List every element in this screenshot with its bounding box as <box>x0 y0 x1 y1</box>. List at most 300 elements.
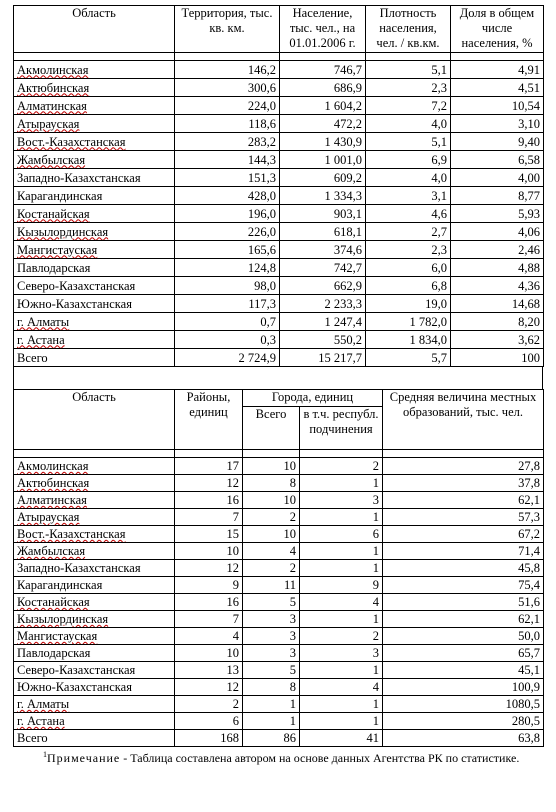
value-cell <box>243 662 300 679</box>
value-cell <box>366 133 451 151</box>
value-cell <box>300 611 383 628</box>
cell-value: 8 <box>289 680 296 694</box>
cell-value: 71,4 <box>518 544 540 558</box>
value-cell <box>366 151 451 169</box>
value-cell <box>175 331 280 349</box>
col-header-cities-republican: в т.ч. республ. подчинения <box>300 407 383 450</box>
cell-value: 4,00 <box>518 170 540 185</box>
cell-value: 280,5 <box>511 714 540 728</box>
value-cell <box>175 662 243 679</box>
cell-value: 1 334,3 <box>324 188 362 203</box>
cell-value: 6 <box>372 527 379 541</box>
value-cell <box>175 730 243 747</box>
cell-value: 7 <box>232 510 239 524</box>
cell-value: 12 <box>226 476 239 490</box>
region-cell <box>14 577 175 594</box>
region-name: Алматинская <box>17 493 87 507</box>
value-cell <box>175 313 280 331</box>
region-cell <box>14 61 175 79</box>
cell-value: 67,2 <box>518 527 540 541</box>
value-cell <box>175 115 280 133</box>
region-cell <box>14 713 175 730</box>
cell-value: 4 <box>232 629 239 643</box>
cell-value: 4,88 <box>518 260 540 275</box>
region-cell <box>14 223 175 241</box>
cell-value: 8 <box>289 476 296 490</box>
value-cell <box>300 594 383 611</box>
value-cell <box>366 313 451 331</box>
table-row <box>14 577 544 594</box>
region-cell <box>14 349 175 367</box>
value-cell <box>175 349 280 367</box>
col-header-districts: Районы, единиц <box>175 390 243 450</box>
region-name: г. Астана <box>17 332 65 347</box>
region-name: Жамбылская <box>17 152 86 167</box>
table-header-spacer-row <box>14 450 544 458</box>
cell-value: 300,6 <box>247 80 276 95</box>
cell-value: 1 <box>372 663 379 677</box>
region-cell <box>14 97 175 115</box>
cell-value: 11 <box>283 578 296 592</box>
value-cell <box>451 115 544 133</box>
cell-value: 1 <box>372 697 379 711</box>
cell-value: 50,0 <box>518 629 540 643</box>
value-cell <box>175 205 280 223</box>
value-cell <box>366 97 451 115</box>
cell-value: 3 <box>289 612 296 626</box>
region-cell <box>14 277 175 295</box>
cell-value: 7,2 <box>431 98 447 113</box>
value-cell <box>300 577 383 594</box>
region-name: г. Астана <box>17 714 65 728</box>
region-cell <box>14 509 175 526</box>
value-cell <box>383 713 544 730</box>
table-row <box>14 241 544 259</box>
value-cell <box>243 611 300 628</box>
region-name: Южно-Казахстанская <box>17 680 132 694</box>
value-cell <box>366 187 451 205</box>
cell-value: 6,0 <box>431 260 447 275</box>
table-row <box>14 223 544 241</box>
table-row <box>14 79 544 97</box>
value-cell <box>383 577 544 594</box>
cell-value: 9 <box>372 578 379 592</box>
cell-value: 5,1 <box>431 62 447 77</box>
value-cell <box>175 475 243 492</box>
region-cell <box>14 169 175 187</box>
cell-value: 168 <box>220 731 239 745</box>
cell-value: 2,3 <box>431 242 447 257</box>
cell-value: 5,7 <box>431 350 447 365</box>
region-name: Вост.-Казахстанская <box>17 134 126 149</box>
value-cell <box>175 543 243 560</box>
cell-value: 6,58 <box>518 152 540 167</box>
cell-value: 4 <box>372 595 379 609</box>
cell-value: 686,9 <box>333 80 362 95</box>
value-cell <box>243 713 300 730</box>
region-name: Всего <box>17 731 48 745</box>
region-name: Всего <box>17 350 48 365</box>
value-cell <box>451 79 544 97</box>
cell-value: 41 <box>366 731 379 745</box>
col-header-territory: Территория, тыс. кв. км. <box>175 6 280 53</box>
region-cell <box>14 492 175 509</box>
value-cell <box>383 543 544 560</box>
cell-value: 1 <box>372 561 379 575</box>
cell-value: 3,62 <box>518 332 540 347</box>
cell-value: 4,36 <box>518 278 540 293</box>
region-name: Атырауская <box>17 510 80 524</box>
cell-value: 374,6 <box>333 242 362 257</box>
cell-value: 1 <box>372 510 379 524</box>
cell-value: 1 001,0 <box>324 152 362 167</box>
cell-value: 226,0 <box>247 224 276 239</box>
cell-value: 124,8 <box>247 260 276 275</box>
value-cell <box>175 169 280 187</box>
cell-value: 5,1 <box>431 134 447 149</box>
value-cell <box>243 543 300 560</box>
value-cell <box>300 543 383 560</box>
cell-value: 37,8 <box>518 476 540 490</box>
population-table-body <box>14 61 544 367</box>
cell-value: 62,1 <box>518 612 540 626</box>
cell-value: 618,1 <box>333 224 362 239</box>
cell-value: 6,8 <box>431 278 447 293</box>
value-cell <box>175 611 243 628</box>
region-cell <box>14 543 175 560</box>
cell-value: 118,6 <box>248 116 276 131</box>
cell-value: 10 <box>226 544 239 558</box>
cell-value: 144,3 <box>247 152 276 167</box>
value-cell <box>280 205 366 223</box>
cell-value: 903,1 <box>333 206 362 221</box>
value-cell <box>280 331 366 349</box>
col-header-cities: Города, единиц <box>243 390 383 407</box>
cell-value: 3,1 <box>431 188 447 203</box>
table-row <box>14 543 544 560</box>
cell-value: 4,91 <box>518 62 540 77</box>
cell-value: 2 <box>372 459 379 473</box>
region-name: Костанайская <box>17 595 90 609</box>
value-cell <box>243 509 300 526</box>
cell-value: 0,3 <box>260 332 276 347</box>
value-cell <box>175 492 243 509</box>
region-name: Павлодарская <box>17 260 91 275</box>
table-row <box>14 509 544 526</box>
region-cell <box>14 730 175 747</box>
region-name: Павлодарская <box>17 646 91 660</box>
cell-value: 10,54 <box>511 98 540 113</box>
value-cell <box>383 594 544 611</box>
cell-value: 2 <box>232 697 239 711</box>
cell-value: 14,68 <box>511 296 540 311</box>
region-cell <box>14 679 175 696</box>
value-cell <box>383 662 544 679</box>
table-row <box>14 679 544 696</box>
region-name: Северо-Казахстанская <box>17 663 136 677</box>
table-row <box>14 730 544 747</box>
value-cell <box>366 61 451 79</box>
cell-value: 283,2 <box>247 134 276 149</box>
cell-value: 0,7 <box>260 314 276 329</box>
region-cell <box>14 458 175 475</box>
cell-value: 27,8 <box>518 459 540 473</box>
cell-value: 4 <box>289 544 296 558</box>
value-cell <box>451 241 544 259</box>
region-cell <box>14 628 175 645</box>
value-cell <box>383 458 544 475</box>
value-cell <box>451 133 544 151</box>
table-row <box>14 133 544 151</box>
cell-value: 2 <box>289 510 296 524</box>
footnote <box>13 747 543 766</box>
value-cell <box>366 349 451 367</box>
cell-value: 2 <box>289 561 296 575</box>
col-header-average: Средняя величина местных образований, тыс. чел. <box>383 390 544 450</box>
cell-value: 9,40 <box>518 134 540 149</box>
table-header-row <box>14 6 544 53</box>
cell-value: 146,2 <box>247 62 276 77</box>
cell-value: 12 <box>226 680 239 694</box>
cell-value: 5,93 <box>518 206 540 221</box>
table-header-row <box>14 390 544 407</box>
value-cell <box>280 151 366 169</box>
region-cell <box>14 696 175 713</box>
cell-value: 100,9 <box>511 680 540 694</box>
cell-value: 4,0 <box>431 116 447 131</box>
settlements-table <box>13 389 544 747</box>
region-name: Актюбинская <box>17 80 90 95</box>
table-row <box>14 295 544 313</box>
region-name: Северо-Казахстанская <box>17 278 136 293</box>
region-name: Карагандинская <box>17 578 103 592</box>
region-name: Акмолинская <box>17 62 89 77</box>
cell-value: 1 247,4 <box>324 314 362 329</box>
value-cell <box>300 475 383 492</box>
value-cell <box>451 205 544 223</box>
cell-value: 662,9 <box>333 278 362 293</box>
value-cell <box>451 97 544 115</box>
value-cell <box>175 645 243 662</box>
cell-value: 45,1 <box>518 663 540 677</box>
value-cell <box>175 713 243 730</box>
value-cell <box>451 61 544 79</box>
cell-value: 75,4 <box>518 578 540 592</box>
region-name: г. Алматы <box>17 314 70 329</box>
table-row <box>14 492 544 509</box>
region-name: Кызылординская <box>17 224 109 239</box>
region-name: Алматинская <box>17 98 87 113</box>
region-cell <box>14 151 175 169</box>
value-cell <box>383 730 544 747</box>
table-row <box>14 458 544 475</box>
region-cell <box>14 187 175 205</box>
region-cell <box>14 241 175 259</box>
value-cell <box>451 259 544 277</box>
cell-value: 746,7 <box>333 62 362 77</box>
table-row <box>14 277 544 295</box>
cell-value: 3 <box>372 646 379 660</box>
region-name: Жамбылская <box>17 544 86 558</box>
cell-value: 6,9 <box>431 152 447 167</box>
value-cell <box>451 277 544 295</box>
value-cell <box>280 313 366 331</box>
cell-value: 3 <box>289 646 296 660</box>
region-name: Акмолинская <box>17 459 89 473</box>
cell-value: 6 <box>232 714 239 728</box>
cell-value: 1 <box>372 714 379 728</box>
cell-value: 2 233,3 <box>324 296 362 311</box>
value-cell <box>175 151 280 169</box>
value-cell <box>383 628 544 645</box>
cell-value: 10 <box>283 527 296 541</box>
table-gap <box>13 367 543 389</box>
cell-value: 1 834,0 <box>409 332 447 347</box>
cell-value: 10 <box>283 493 296 507</box>
cell-value: 15 <box>226 527 239 541</box>
table-row <box>14 259 544 277</box>
cell-value: 17 <box>226 459 239 473</box>
value-cell <box>366 169 451 187</box>
value-cell <box>280 97 366 115</box>
value-cell <box>451 349 544 367</box>
cell-value: 7 <box>232 612 239 626</box>
cell-value: 1 <box>289 697 296 711</box>
cell-value: 428,0 <box>247 188 276 203</box>
cell-value: 3 <box>372 493 379 507</box>
region-cell <box>14 560 175 577</box>
region-cell <box>14 331 175 349</box>
value-cell <box>383 492 544 509</box>
cell-value: 550,2 <box>333 332 362 347</box>
value-cell <box>243 492 300 509</box>
region-cell <box>14 79 175 97</box>
value-cell <box>280 79 366 97</box>
value-cell <box>175 594 243 611</box>
value-cell <box>300 492 383 509</box>
cell-value: 472,2 <box>333 116 362 131</box>
table-row <box>14 97 544 115</box>
population-table <box>13 5 544 367</box>
cell-value: 1 <box>372 544 379 558</box>
value-cell <box>243 696 300 713</box>
value-cell <box>175 509 243 526</box>
cell-value: 62,1 <box>518 493 540 507</box>
col-header-population: Население, тыс. чел., на 01.01.2006 г. <box>280 6 366 53</box>
value-cell <box>300 679 383 696</box>
col-header-cities-total: Всего <box>243 407 300 450</box>
value-cell <box>383 696 544 713</box>
cell-value: 10 <box>226 646 239 660</box>
table-row <box>14 645 544 662</box>
value-cell <box>175 133 280 151</box>
cell-value: 3 <box>289 629 296 643</box>
value-cell <box>175 526 243 543</box>
value-cell <box>451 151 544 169</box>
region-name: Южно-Казахстанская <box>17 296 132 311</box>
value-cell <box>175 277 280 295</box>
table-header-spacer-row <box>14 53 544 61</box>
value-cell <box>366 115 451 133</box>
cell-value: 12 <box>226 561 239 575</box>
cell-value: 5 <box>289 663 296 677</box>
table-row <box>14 61 544 79</box>
region-name: Западно-Казахстанская <box>17 561 141 575</box>
cell-value: 13 <box>226 663 239 677</box>
value-cell <box>300 713 383 730</box>
table-row <box>14 696 544 713</box>
value-cell <box>451 223 544 241</box>
region-name: Костанайская <box>17 206 90 221</box>
table-row <box>14 331 544 349</box>
value-cell <box>175 696 243 713</box>
col-header-region: Область <box>14 390 175 450</box>
value-cell <box>366 205 451 223</box>
table-row <box>14 560 544 577</box>
value-cell <box>175 577 243 594</box>
col-header-share: Доля в общем числе населения, % <box>451 6 544 53</box>
cell-value: 165,6 <box>247 242 276 257</box>
table-row <box>14 611 544 628</box>
value-cell <box>175 458 243 475</box>
table-row <box>14 475 544 492</box>
value-cell <box>243 458 300 475</box>
value-cell <box>300 662 383 679</box>
footnote-mark: 1 <box>43 750 47 759</box>
cell-value: 98,0 <box>254 278 276 293</box>
value-cell <box>451 295 544 313</box>
cell-value: 19,0 <box>425 296 447 311</box>
cell-value: 1 <box>372 476 379 490</box>
cell-value: 5 <box>289 595 296 609</box>
region-cell <box>14 259 175 277</box>
value-cell <box>300 458 383 475</box>
cell-value: 4,0 <box>431 170 447 185</box>
region-cell <box>14 611 175 628</box>
value-cell <box>366 79 451 97</box>
value-cell <box>280 295 366 313</box>
table-row <box>14 713 544 730</box>
cell-value: 57,3 <box>518 510 540 524</box>
cell-value: 65,7 <box>518 646 540 660</box>
value-cell <box>175 187 280 205</box>
footnote-label: Примечание <box>47 751 121 765</box>
table-row <box>14 115 544 133</box>
cell-value: 4,06 <box>518 224 540 239</box>
value-cell <box>383 679 544 696</box>
value-cell <box>280 115 366 133</box>
value-cell <box>280 349 366 367</box>
footnote-text: - Таблица составлена автором на основе данных Агентства РК по статистике. <box>120 751 520 765</box>
table-row <box>14 151 544 169</box>
cell-value: 9 <box>232 578 239 592</box>
region-cell <box>14 313 175 331</box>
value-cell <box>243 645 300 662</box>
value-cell <box>175 628 243 645</box>
region-name: Западно-Казахстанская <box>17 170 141 185</box>
value-cell <box>243 560 300 577</box>
cell-value: 1 <box>289 714 296 728</box>
value-cell <box>280 61 366 79</box>
cell-value: 10 <box>283 459 296 473</box>
region-name: Мангистауская <box>17 242 98 257</box>
value-cell <box>366 259 451 277</box>
cell-value: 224,0 <box>247 98 276 113</box>
region-cell <box>14 295 175 313</box>
cell-value: 86 <box>283 731 296 745</box>
value-cell <box>280 277 366 295</box>
table-row <box>14 313 544 331</box>
